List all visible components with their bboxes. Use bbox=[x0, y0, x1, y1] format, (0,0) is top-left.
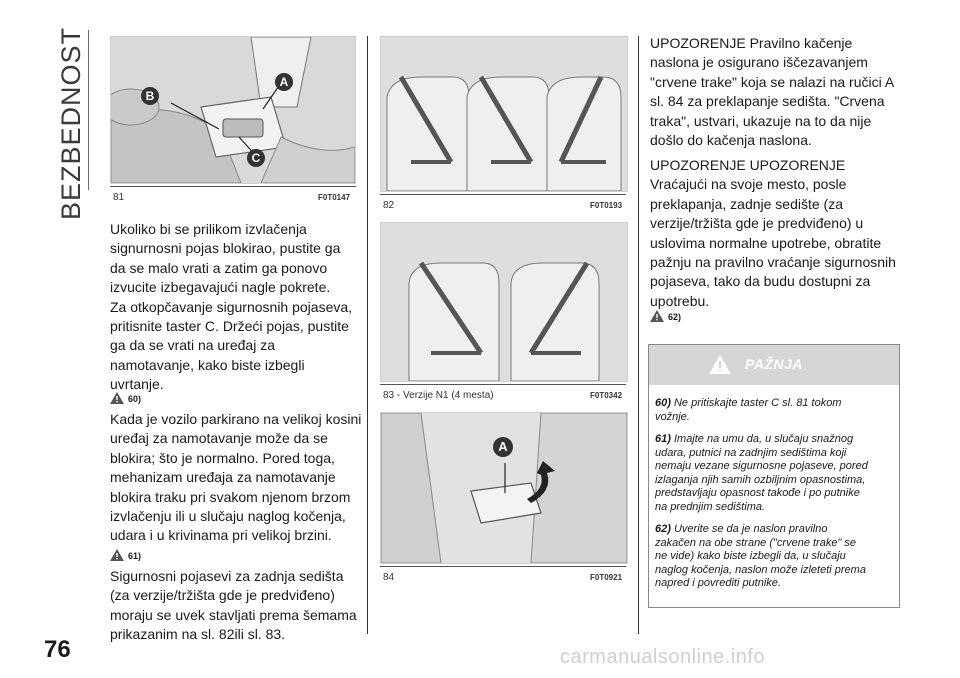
rear-seats-n1-illustration bbox=[381, 223, 627, 381]
figure-81-label-c: C bbox=[247, 149, 265, 167]
figure-81-image bbox=[110, 36, 356, 184]
note-ref-61: 61) bbox=[110, 549, 141, 561]
note-ref-60: 60) bbox=[110, 392, 141, 404]
figure-81-number: 81 bbox=[113, 192, 125, 203]
seat-folding-lever-illustration bbox=[381, 413, 627, 563]
col1-paragraph-1: Ukoliko bi se prilikom izvlačenja signurnosni pojas blokirao, pustite ga da se malo vrati a zatim ga ponovo izvucite izbegavajući nagle pokrete. Za otkopčavanje sigurnosnih pojaseva, pritisnite taster C. Držeći pojas, pustite ga da se vrati na uređaj za namotavanje, kako biste izbegli uvrtanje. bbox=[110, 221, 353, 393]
figure-84-number: 84 bbox=[383, 572, 395, 583]
figure-82-image bbox=[380, 36, 628, 192]
col1-paragraph-3: Sigurnosni pojasevi za zadnja sedišta (za verzije/tržišta gde je predviđeno) moraju se uvek stavljati prema šemama prikazanim na sl. 82ili sl. 83. bbox=[110, 568, 357, 643]
figure-84-label-a: A bbox=[493, 437, 513, 457]
page-number: 76 bbox=[44, 636, 71, 663]
seatbelt-buckle-illustration bbox=[111, 37, 355, 183]
warning-box bbox=[648, 344, 900, 608]
figure-82-code: F0T0193 bbox=[590, 201, 623, 210]
note-ref-62: 62) bbox=[650, 310, 681, 322]
warning-triangle-icon bbox=[110, 549, 124, 561]
warning-triangle-icon bbox=[110, 392, 124, 404]
warning-header bbox=[649, 345, 899, 385]
col3-paragraph-1: UPOZORENJE Pravilno kačenje naslona je osigurano iščezavanjem "crvene trake" koja se nalazi na ručici A sl. 84 za preklapanje sedišta. "Crvena traka", ustvari, ukazuje na to da nije došlo do kačenja naslona. bbox=[650, 35, 895, 149]
col1-paragraph-2: Kada je vozilo parkirano na velikoj kosini uređaj za namotavanje može da se blokira; što je normalno. Pored toga, mehanizam uređaja za namotavanje blokira traku pri svakom njenom brzom izvlačenju ili u slučaju naglog kočenja, udara i u krivinama pri velikoj brzini. bbox=[110, 411, 362, 544]
figure-84-caption-rule bbox=[380, 566, 626, 567]
warning-note-60: 60) Ne pritiskajte taster C sl. 81 tokom vožnje. bbox=[655, 397, 842, 423]
figure-81-label-b: B bbox=[141, 87, 159, 105]
warning-note-61: 61) Imajte na umu da, u slučaju snažnog udara, putnici na zadnjim sedištima koji nemaju vezane sigurnosne pojaseve, pored izlaganja njih samih ozbiljnim opasnostima, predstavljaju opasnost takođe i po putnike na prednjim sedištima. bbox=[655, 433, 868, 513]
column-divider-1 bbox=[367, 36, 368, 634]
footer-watermark: carmanualsonline.info bbox=[560, 646, 766, 668]
figure-83-code: F0T0342 bbox=[590, 391, 623, 400]
figure-83-image bbox=[380, 222, 628, 382]
column-divider-2 bbox=[638, 36, 639, 634]
figure-83-caption-rule bbox=[380, 384, 626, 385]
warning-title: PAŽNJA bbox=[745, 356, 803, 372]
figure-81-code: F0T0147 bbox=[318, 193, 351, 202]
figure-84-code: F0T0921 bbox=[590, 573, 623, 582]
figure-83-number: 83 - Verzije N1 (4 mesta) bbox=[383, 390, 494, 401]
figure-81-label-a: A bbox=[275, 73, 293, 91]
figure-81-caption-rule bbox=[110, 186, 356, 187]
warning-triangle-icon bbox=[650, 310, 664, 322]
warning-note-62: 62) Uverite se da je naslon pravilno zakačen na obe strane ("crvene trake" se ne vide) kako biste izbegli da, u slučaju naglog kočenja, naslon može izleteti prema napred i povrediti putnike. bbox=[655, 523, 866, 590]
rear-seats-5-belts-illustration bbox=[381, 37, 627, 191]
section-title: BEZBEDNOST bbox=[56, 26, 86, 220]
figure-82-number: 82 bbox=[383, 200, 395, 211]
figure-84-image bbox=[380, 412, 628, 564]
figure-82-caption-rule bbox=[380, 194, 626, 195]
col3-paragraph-2: UPOZORENJE UPOZORENJE Vraćajući na svoje mesto, posle preklapanja, zadnje sedište (za verzije/tržišta gde je predviđeno) u uslovima normalne upotrebe, obratite pažnju na pravilno vraćanje sigurnosnih pojaseva, tako da budu dostupni za upotrebu. bbox=[650, 157, 896, 309]
section-side-tab bbox=[54, 26, 89, 220]
